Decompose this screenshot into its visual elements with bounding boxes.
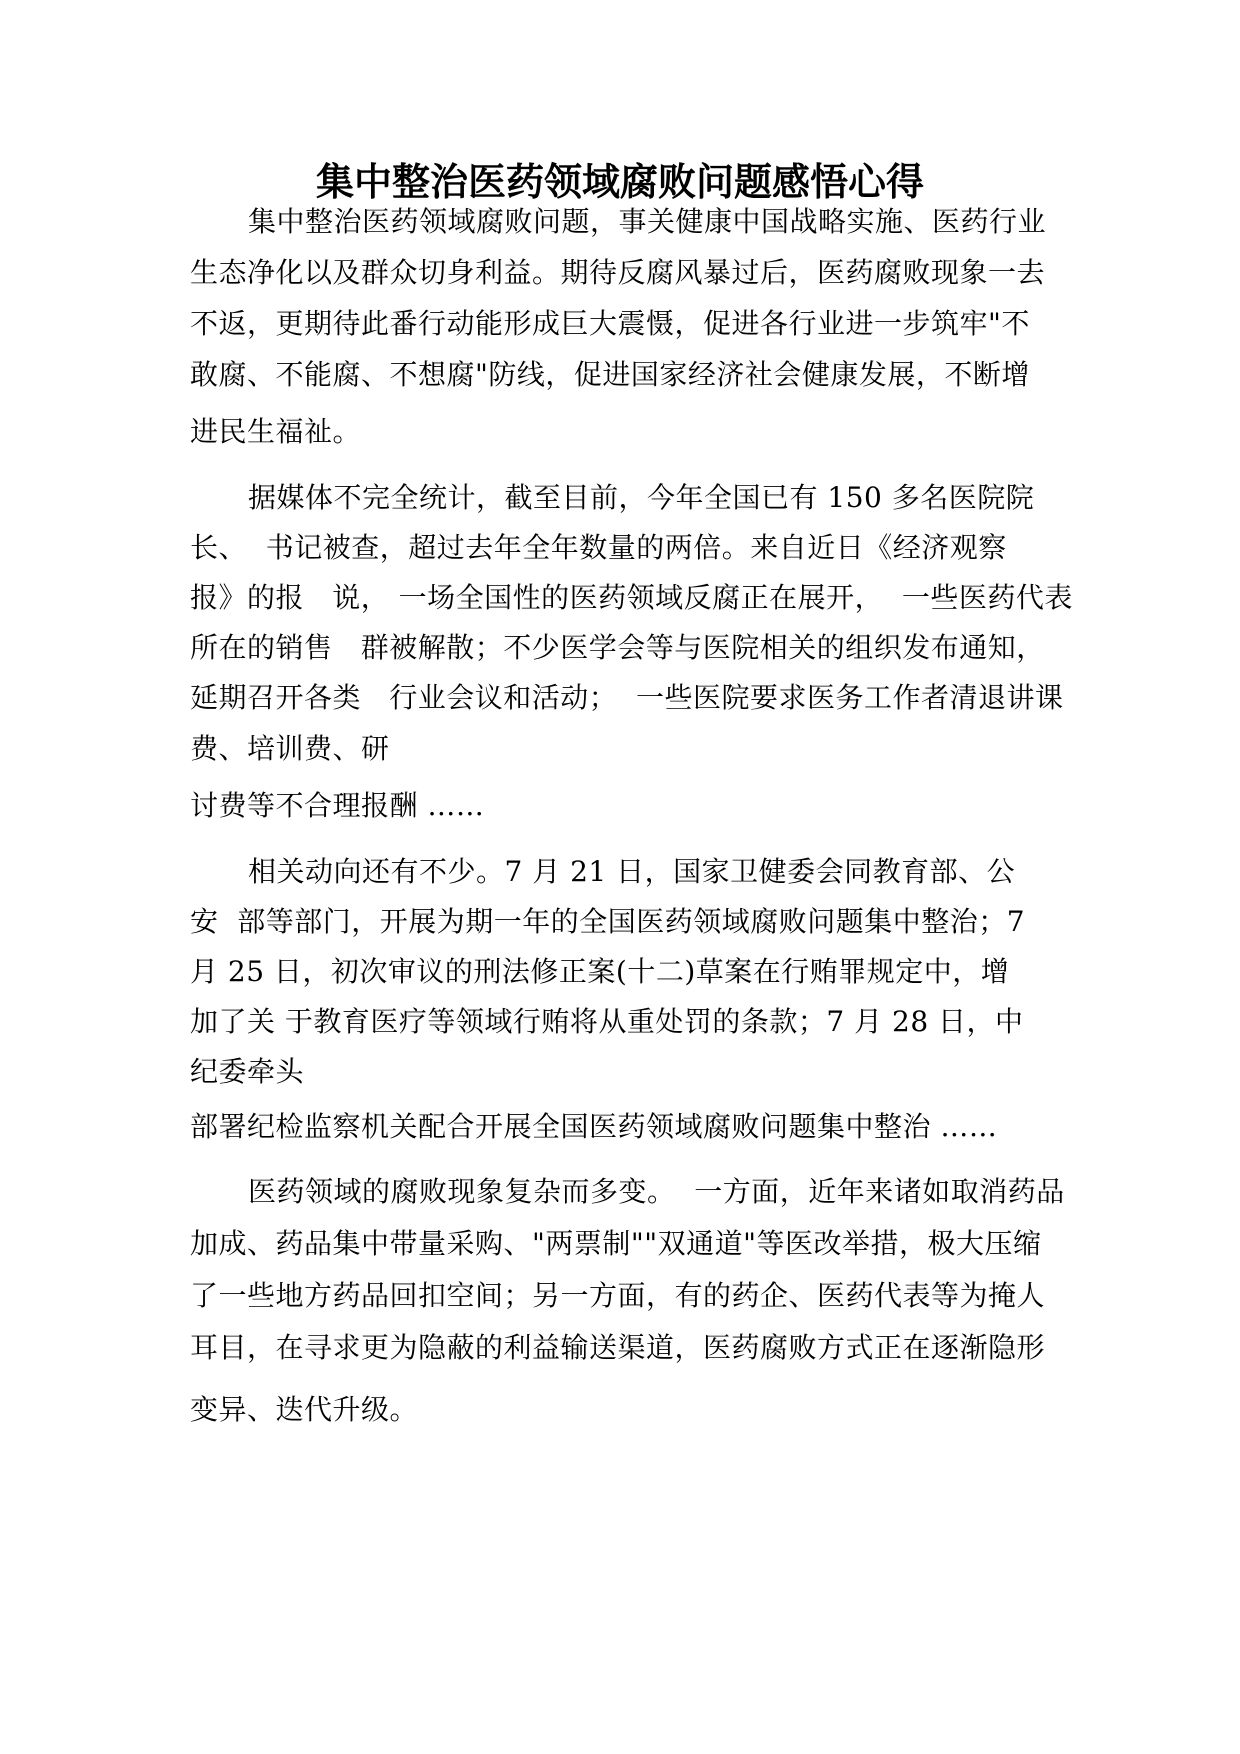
paragraph-4-line-3: 了一些地方药品回扣空间；另一方面，有的药企、医药代表等为掩人 xyxy=(190,1279,1046,1312)
paragraph-2-line-4: 所在的销售 群被解散；不少医学会等与医院相关的组织发布通知， xyxy=(190,631,1045,664)
paragraph-3-line-6: 部署纪检监察机关配合开展全国医药领域腐败问题集中整治 …… xyxy=(190,1110,998,1143)
paragraph-4-line-5: 变异、迭代升级。 xyxy=(190,1393,419,1426)
paragraph-4-line-2: 加成、药品集中带量采购、"两票制""双通道"等医改举措，极大压缩 xyxy=(190,1227,1042,1260)
paragraph-2-line-3: 报》的报 说， 一场全国性的医药领域反腐正在展开， 一些医药代表 xyxy=(190,581,1073,614)
paragraph-4-line-4: 耳目，在寻求更为隐蔽的利益输送渠道，医药腐败方式正在逐渐隐形 xyxy=(190,1331,1046,1364)
document-title: 集中整治医药领域腐败问题感悟心得 xyxy=(315,159,924,204)
paragraph-4-line-1: 医药领域的腐败现象复杂而多变。 一方面，近年来诸如取消药品 xyxy=(248,1175,1065,1208)
paragraph-3-line-1: 相关动向还有不少。7 月 21 日，国家卫健委会同教育部、公 xyxy=(248,855,1016,888)
paragraph-3-line-2: 安 部等部门，开展为期一年的全国医药领域腐败问题集中整治；7 xyxy=(190,905,1026,938)
paragraph-2-line-7: 讨费等不合理报酬 …… xyxy=(190,789,485,822)
paragraph-1-line-1: 集中整治医药领域腐败问题，事关健康中国战略实施、医药行业 xyxy=(248,205,1047,238)
paragraph-3-line-3: 月 25 日，初次审议的刑法修正案(十二)草案在行贿罪规定中，增 xyxy=(190,955,1010,988)
paragraph-3-line-5: 纪委牵头 xyxy=(190,1055,305,1088)
paragraph-3-line-4: 加了关 于教育医疗等领域行贿将从重处罚的条款；7 月 28 日，中 xyxy=(190,1005,1024,1038)
paragraph-1-line-4: 敢腐、不能腐、不想腐"防线，促进国家经济社会健康发展，不断增 xyxy=(190,358,1030,391)
paragraph-1-line-2: 生态净化以及群众切身利益。期待反腐风暴过后，医药腐败现象一去 xyxy=(190,256,1046,289)
paragraph-2-line-6: 费、培训费、研 xyxy=(190,732,390,765)
paragraph-2-line-2: 长、 书记被查，超过去年全年数量的两倍。来自近日《经济观察 xyxy=(190,531,1007,564)
paragraph-2-line-5: 延期召开各类 行业会议和活动； 一些医院要求医务工作者清退讲课 xyxy=(190,681,1064,714)
paragraph-1-line-5: 进民生福祉。 xyxy=(190,415,362,448)
paragraph-2-line-1: 据媒体不完全统计，截至目前，今年全国已有 150 多名医院院 xyxy=(248,481,1035,514)
paragraph-1-line-3: 不返，更期待此番行动能形成巨大震慑，促进各行业进一步筑牢"不 xyxy=(190,307,1030,340)
